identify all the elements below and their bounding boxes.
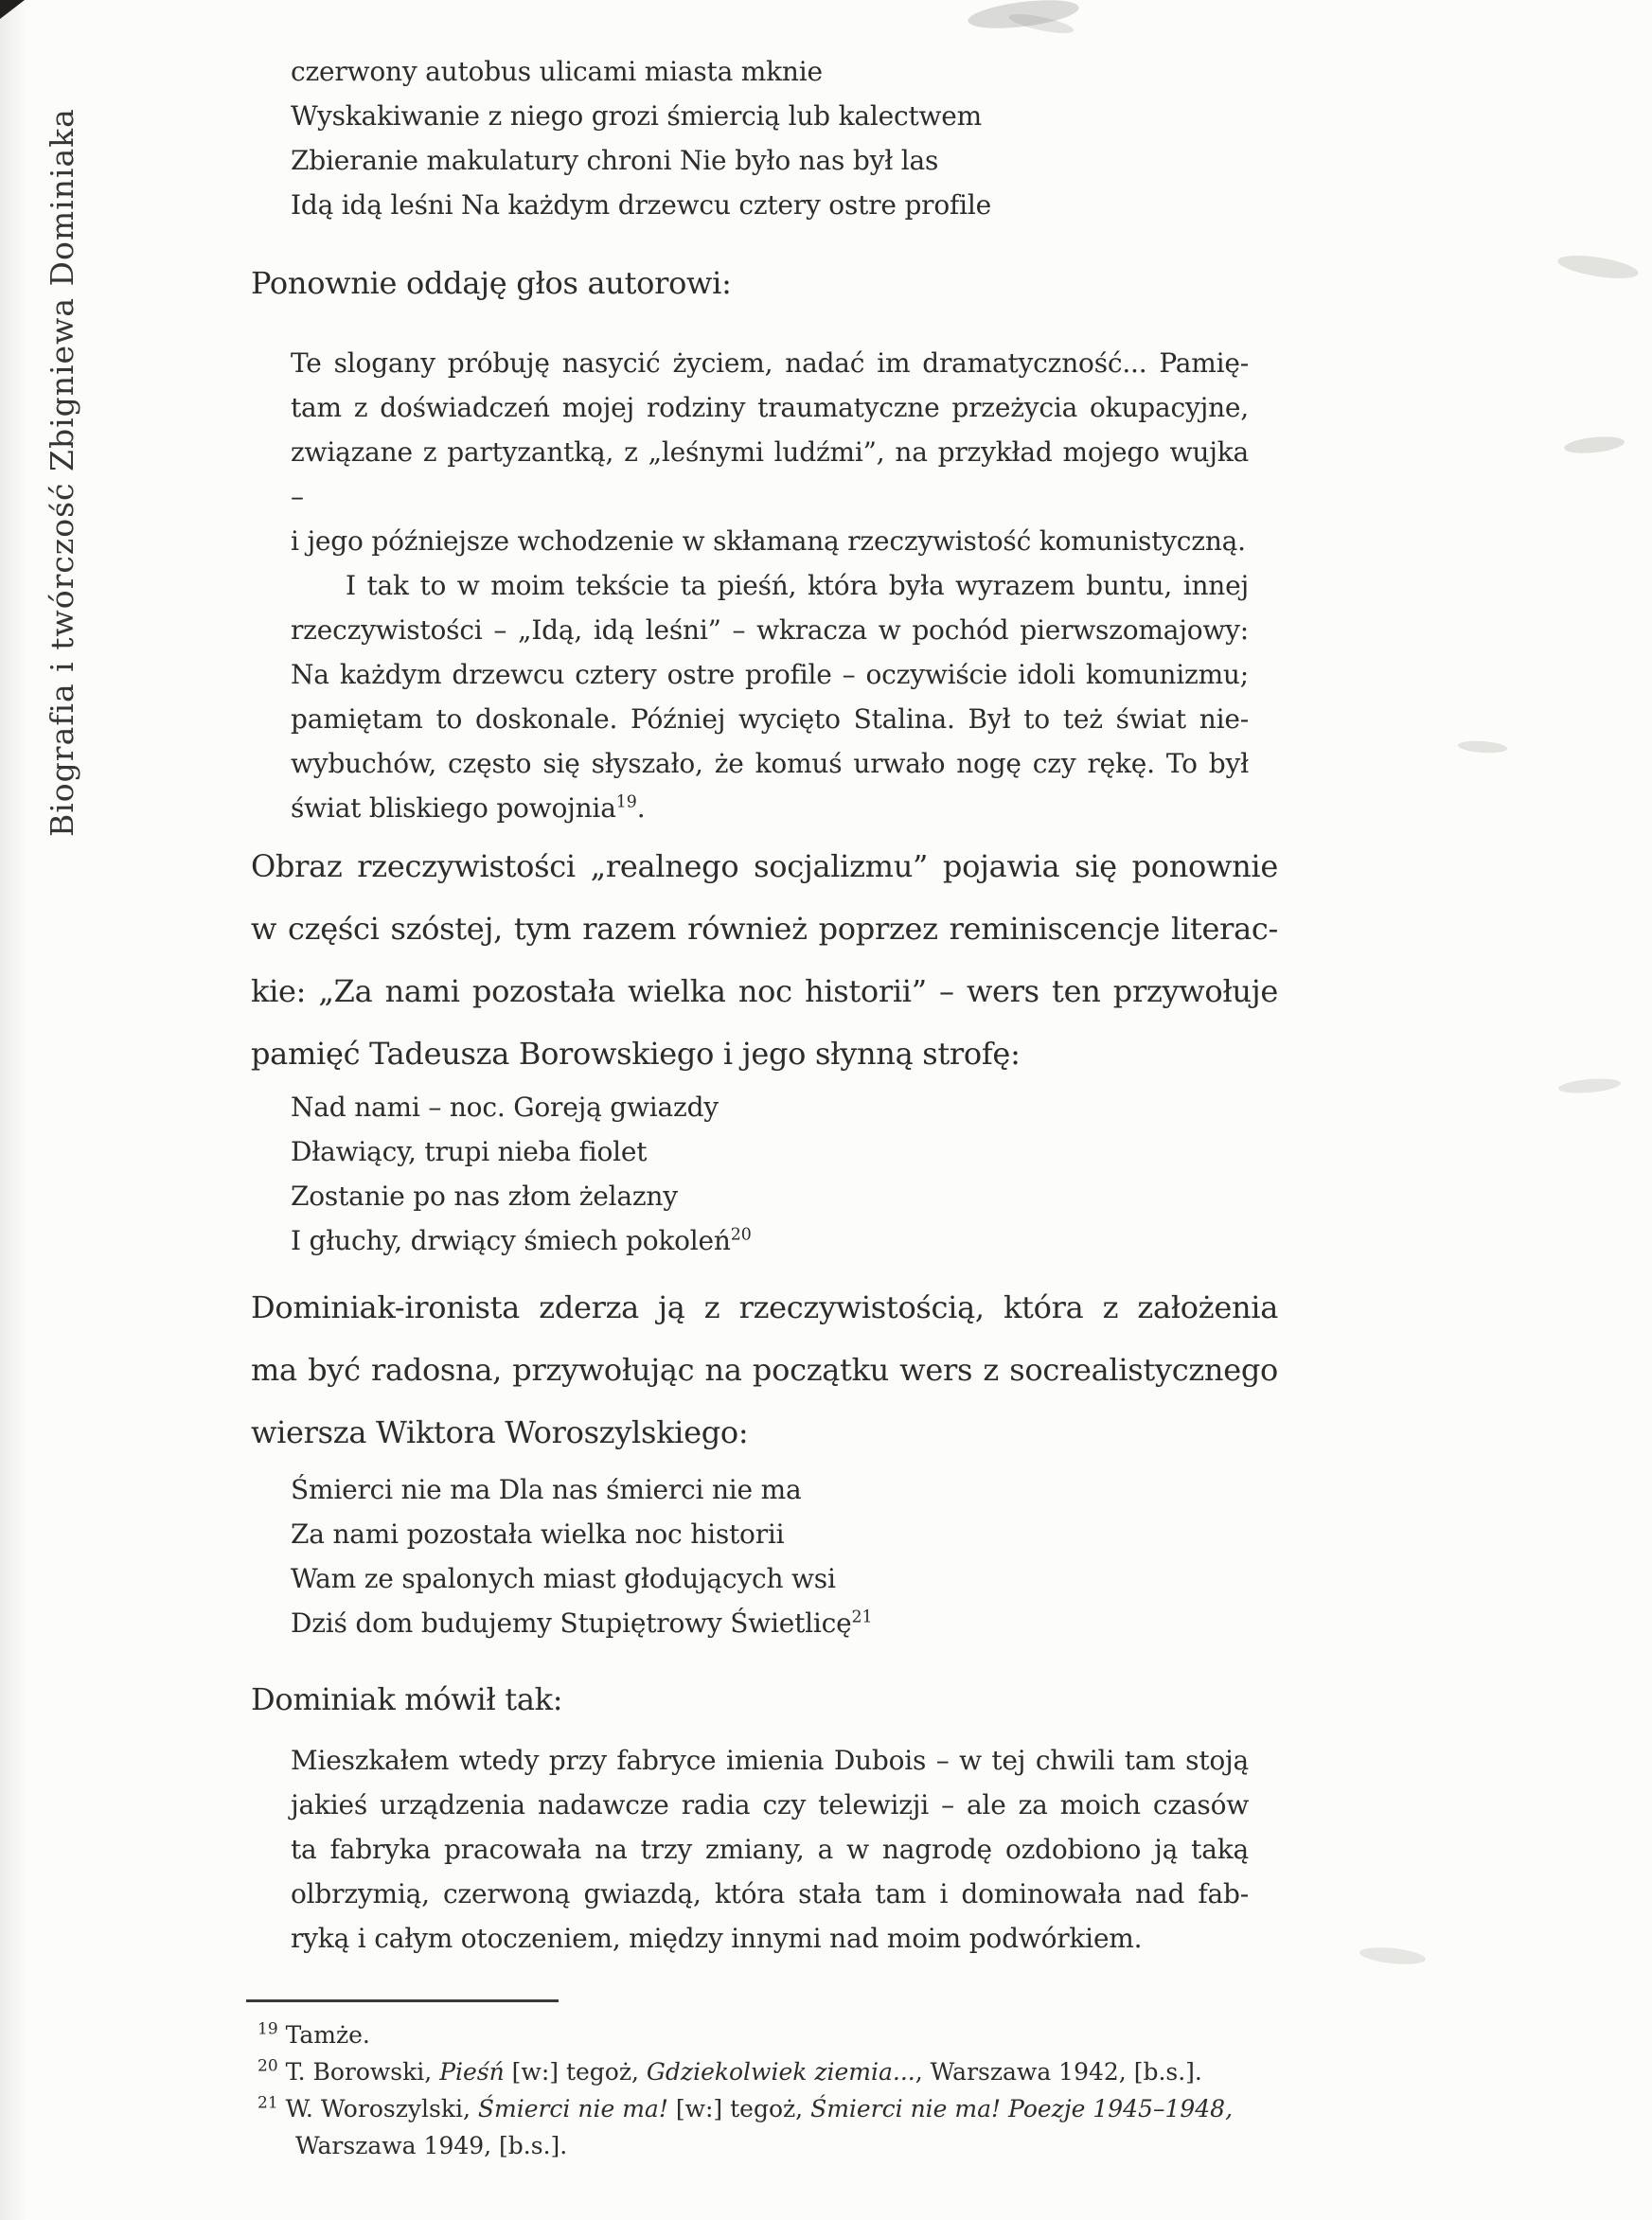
body-paragraph [251,835,1278,1085]
poem-line [291,1218,752,1263]
quote-line: tam z doświadczeń mojej rodziny traumatyczne przeżycia okupacyjne, [291,392,1249,423]
footnote-text: [w:] tegoż, [504,2058,647,2086]
interview-quote-block [291,1738,1249,1961]
poem-line-text: I głuchy, drwiący śmiech pokoleń [291,1225,731,1256]
footnote-marker: 21 [258,2093,278,2113]
quote-line: Na każdym drzewcu cztery ostre profile – oczywiście idoli komunizmu; [291,659,1249,690]
quote-line: ta fabryka pracowała na trzy zmiany, a w nagrodę ozdobiono ją taką [291,1834,1249,1865]
footnote-reference-20: 20 [730,1225,752,1245]
quote-line-punctuation: . [636,792,646,824]
chapter-margin-label: Biografia i twórczość Zbigniewa Dominiaka [44,108,80,837]
poem-line: Zostanie po nas złom żelazny [291,1181,678,1212]
footnote-reference-19: 19 [615,792,637,812]
quote-line: jakieś urządzenia nadawcze radia czy telewizji – ale za moich czasów [291,1789,1249,1820]
body-line: kie: „Za nami pozostała wielka noc historii” – wers ten przywołuje [251,973,1278,1009]
work-title: Śmierci nie ma! Poezje 1945–1948, [810,2095,1234,2122]
body-line: Dominiak-ironista zderza ją z rzeczywistością, która z założenia [251,1289,1278,1325]
poem-line [291,1601,873,1645]
footnote-19 [258,2016,1261,2053]
quote-line: ryką i całym otoczeniem, między innymi nad moim podwórkiem. [291,1923,1143,1954]
footnote-separator-rule [246,1999,559,2002]
quote-line: olbrzymią, czerwoną gwiazdą, która stała tam i dominowała nad fab- [291,1878,1249,1909]
poem-line: Wam ze spalonych miast głodujących wsi [291,1563,836,1594]
quote-line: rzeczywistości – „Idą, idą leśni” – wkracza w pochód pierwszomajowy: [291,614,1249,646]
lead-in-sentence: Dominiak mówił tak: [251,1681,563,1717]
footnote-21-continuation: Warszawa 1949, [b.s.]. [295,2132,568,2159]
poem-line: Nad nami – noc. Goreją gwiazdy [291,1092,719,1123]
verse-line: Zbieranie makulatury chroni Nie było nas był las [291,145,939,176]
scan-smudge [1359,1945,1426,1966]
footnote-text: T. Borowski, [285,2058,440,2086]
footnote-marker: 20 [258,2056,278,2076]
work-title: Gdziekolwiek ziemia... [646,2058,915,2086]
footnote-reference-21: 21 [851,1607,873,1627]
quote-line: pamiętam to doskonale. Później wycięto Stalina. Był to też świat nie- [291,703,1249,735]
poem-woroszylski [291,1467,873,1645]
verse-block-slogans [291,49,991,227]
footnote-marker: 19 [258,2019,278,2039]
footnote-text: Tamże. [285,2021,370,2049]
body-line: ma być radosna, przywołując na początku wers z socrealistycznego [251,1352,1278,1388]
footnote-text: [w:] tegoż, [667,2095,811,2122]
poem-line: Dławiący, trupi nieba fiolet [291,1136,648,1167]
quote-line: Te slogany próbuję nasycić życiem, nadać im dramatyczność... Pamię- [291,347,1249,379]
scan-smudge [1458,739,1508,755]
body-paragraph [251,1276,1278,1464]
body-line: w części szóstej, tym razem również poprzez reminiscencje literac- [251,911,1278,947]
footnote-text: W. Woroszylski, [285,2095,478,2122]
poem-line: Za nami pozostała wielka noc historii [291,1518,785,1550]
body-line: Obraz rzeczywistości „realnego socjalizmu” pojawia się ponownie [251,848,1278,884]
quote-line: wybuchów, często się słyszało, że komuś urwało nogę czy rękę. To był [291,748,1249,779]
quote-line [291,786,1249,830]
scan-smudge [1563,435,1625,456]
footnotes [258,2016,1261,2164]
scan-smudge [967,0,1080,33]
scan-smudge [1556,251,1640,282]
verse-line: czerwony autobus ulicami miasta mknie [291,56,823,87]
work-title: Pieśń [439,2058,505,2086]
scan-smudge [1558,1076,1622,1095]
quote-line-text: świat bliskiego powojnia [291,792,616,824]
quote-line: związane z partyzantką, z „leśnymi ludźmi”, na przykład mojego wujka – [291,436,1257,512]
quote-line: Mieszkałem wtedy przy fabryce imienia Dubois – w tej chwili tam stoją [291,1745,1249,1776]
poem-borowski [291,1085,752,1263]
lead-in-sentence: Ponownie oddaję głos autorowi: [251,265,732,301]
work-title: Śmierci nie ma! [477,2095,668,2122]
quote-line: I tak to w moim tekście ta pieśń, która była wyrazem buntu, innej [346,570,1249,601]
verse-line: Wyskakiwanie z niego grozi śmiercią lub kalectwem [291,100,982,132]
body-line: wiersza Wiktora Woroszylskiego: [251,1414,749,1450]
quote-line: i jego późniejsze wchodzenie w skłamaną rzeczywistość komunistyczną. [291,525,1246,557]
interview-quote-block [291,341,1257,830]
scan-corner-artifact [0,0,25,19]
footnote-21 [258,2090,1261,2127]
poem-line: Śmierci nie ma Dla nas śmierci nie ma [291,1474,802,1505]
footnote-text: , Warszawa 1942, [b.s.]. [915,2058,1202,2086]
body-line: pamięć Tadeusza Borowskiego i jego słynną strofę: [251,1036,1021,1072]
scan-smudge [1007,10,1075,37]
verse-line: Idą idą leśni Na każdym drzewcu cztery ostre profile [291,189,992,221]
poem-line-text: Dziś dom budujemy Stupiętrowy Świetlicę [291,1607,852,1639]
footnote-20 [258,2053,1261,2090]
